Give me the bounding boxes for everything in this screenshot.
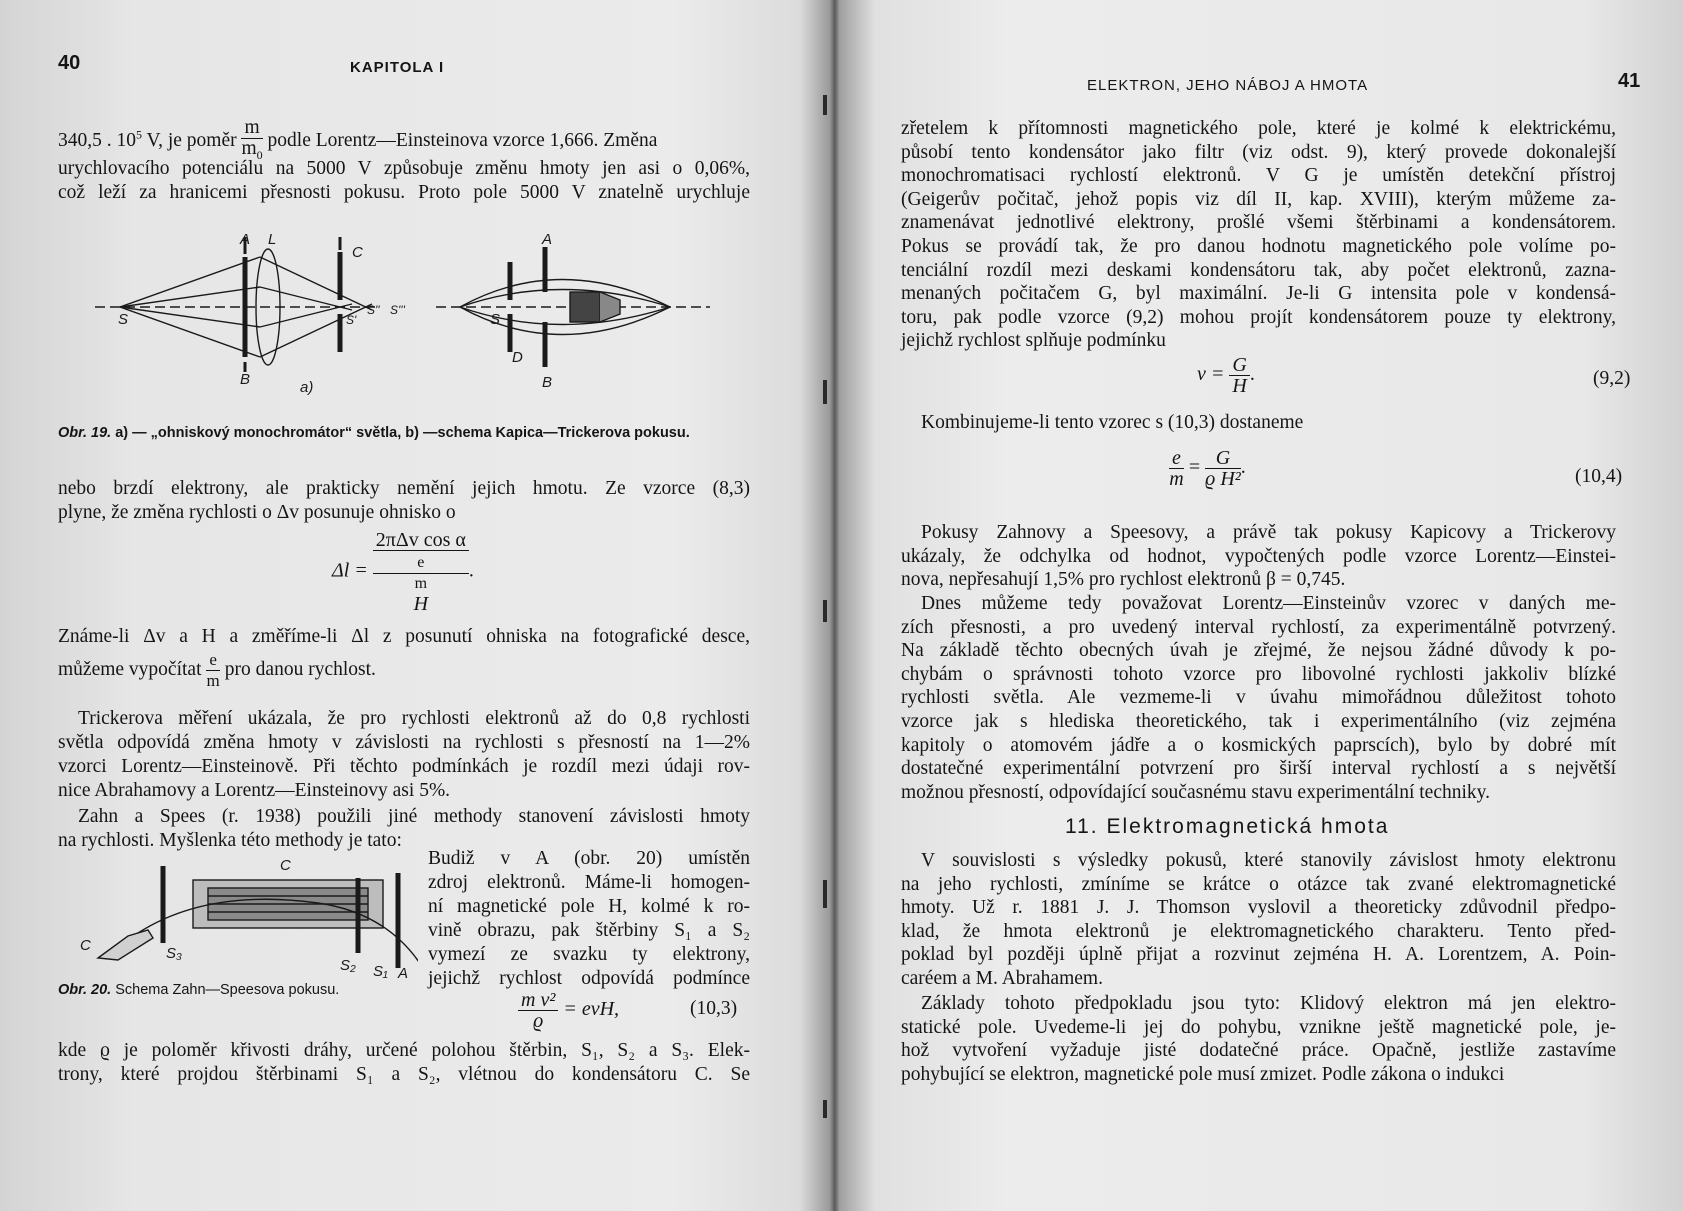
text-line: chybám o správnosti tohoto vzorce pro libovolné rychlosti jakkoliv blízké: [901, 663, 1616, 685]
figure-label: S'': [367, 303, 380, 317]
text-line: ní magnetické pole H, kolmé k ro-: [428, 896, 750, 917]
text-line: 340,5 . $10^5$ V, je poměr $\frac{m}{m_0}$ podle Lorentz—Einsteinova vzorce 1,666. Změna: [58, 118, 657, 165]
text-line: hmoty. Už r. 1881 J. J. Thomson vyslovil a theoreticky zdůvodnil předpo-: [901, 897, 1616, 919]
figure-label: B: [240, 371, 251, 388]
text-line: nice Abrahamovy a Lorentz—Einsteinovy asi 5%.: [58, 780, 451, 801]
text-line: trony, které projdou štěrbinami S₁ a S₂, vlétnou do kondensátoru C. Se: [58, 1064, 750, 1085]
figure-label: S₂: [340, 957, 356, 974]
text-line: vzorci Lorentz—Einsteinově. Při těchto podmínkách je rozdíl mezi údaji rov-: [58, 756, 750, 777]
text-line: statické pole. Uvedeme-li jej do pohybu, vznikne ještě magnetické pole, je-: [901, 1016, 1616, 1038]
text-line: Trickerova měření ukázala, že pro rychlosti elektronů až do 0,8 rychlosti: [78, 708, 750, 729]
right-page: [833, 0, 1683, 1211]
text-line: Zahn a Spees (r. 1938) použili jiné methody stanovení závislosti hmoty: [78, 806, 750, 827]
equation-10-3: $\frac{\text{m v²}}{ϱ}$ = evH,: [518, 990, 619, 1031]
text-line: jejichž rychlost odpovídá podmínce: [428, 968, 750, 989]
text-line: V souvislosti s výsledky pokusů, které stanovily závislost hmoty elektronu: [921, 850, 1616, 871]
text-line: vzorce jak s hlediska theoretického, tak i experimentálního (viz zejména: [901, 711, 1616, 732]
text-line: Pokusy Zahnovy a Speesovy, a právě tak pokusy Kapicovy a Trickerovy: [921, 522, 1616, 543]
text-line: urychlovacího potenciálu na 5000 V způsobuje změnu hmoty jen asi o 0,06%,: [58, 158, 750, 179]
page-number: 40: [58, 52, 81, 74]
text-line: nova, nepřesahují 1,5% pro rychlost elektronů β = 0,745.: [901, 569, 1346, 591]
figure-label: a): [300, 379, 314, 396]
text-line: Dnes můžeme tedy považovat Lorentz—Einsteinův vzorec v daných me-: [921, 593, 1616, 614]
text-line: toru, pak podle vzorce (9,2) mohou projít kondensátorem pouze ty elektrony,: [901, 306, 1616, 328]
figure-label: S₁: [373, 963, 388, 980]
text-line: ukázaly, že odchylka od hodnot, vypočtených podle vzorce Lorentz—Einstei-: [901, 545, 1616, 567]
figure-caption: Obr. 19. a) — „ohniskový monochromátor“ světla, b) —schema Kapica—Trickerova pokusu.: [58, 425, 690, 441]
binding-stitch: [823, 380, 827, 404]
figure-label: L: [268, 232, 277, 248]
left-page: [0, 0, 820, 1211]
text-line: Kombinujeme-li tento vzorec s (10,3) dostaneme: [921, 412, 1304, 433]
text-line: Známe-li Δv a H a změříme-li Δl z posunutí ohniska na fotografické desce,: [58, 626, 750, 647]
figure-20-diagram: [58, 858, 418, 983]
figure-19-diagram: [90, 232, 730, 412]
text-line: tenciální rozdíl mezi deskami kondensátoru tak, aby počet elektronů, zazna-: [901, 259, 1616, 281]
figure-label: C: [280, 858, 291, 874]
text-line: nebo brzdí elektrony, ale prakticky nemění jejich hmotu. Ze vzorce (8,3): [58, 478, 750, 499]
figure-label: A: [398, 965, 409, 982]
text-line: monochromatisaci rychlostí elektronů. V G je umístěn detekční přístroj: [901, 165, 1616, 187]
text-line: Na základě těchto obecných úvah je zřejmé, že nejsou žádné důvody k po-: [901, 640, 1616, 662]
text-line: kde ϱ je poloměr křivosti dráhy, určené polohou štěrbin, S₁, S₂ a S₃. Elek-: [58, 1040, 750, 1061]
binding-stitch: [823, 95, 827, 115]
figure-label: C: [352, 244, 363, 261]
ray: [120, 307, 260, 327]
text-line: vymezí ze svazku ty elektrony,: [428, 944, 750, 965]
text-line: zích přesnosti, a pro uvedený interval rychlostí, za experimentálně potvrzený.: [901, 616, 1616, 638]
text-line: můžeme vypočítat $\frac{e}{m}$ pro danou rychlost.: [58, 650, 376, 690]
text-line: jejichž rychlost splňuje podmínku: [901, 330, 1166, 352]
text-line: znamenávat jednotlivé elektrony, prošlé všemi štěrbinami a kondensátorem.: [901, 212, 1616, 234]
text-line: rychlosti světla. Ale vezmeme-li v úvahu mimořádnou důležitost tohoto: [901, 687, 1616, 709]
binding-stitch: [823, 880, 827, 908]
equation-delta-l: Δl = 2πΔv cos α e m H .: [332, 529, 474, 615]
figure-caption: Obr. 20. Schema Zahn—Speesova pokusu.: [58, 982, 340, 998]
text-line: caréem a M. Abrahamem.: [901, 968, 1103, 989]
figure-label: D: [512, 349, 523, 366]
ray: [120, 287, 260, 307]
equation-number: (10,3): [690, 998, 738, 1019]
text-line: možnou přesností, odpovídající současnému stavu experimentální techniky.: [901, 781, 1491, 803]
ratio-fraction: $\frac{m}{m_0}$: [241, 117, 263, 162]
text-line: klad, že hmota elektronů je elektromagnetického charakteru. Tento před-: [901, 920, 1616, 942]
text-line: zřetelem k přítomnosti magnetického pole, které je kolmé k elektrickému,: [901, 118, 1616, 139]
text-line: Pokus se provádí tak, že pro danou hodnotu magnetického pole volíme po-: [901, 236, 1616, 257]
electron-path: [460, 280, 670, 308]
figure-label: S''': [390, 303, 405, 317]
figure-label: C: [80, 937, 91, 954]
figure-label: S: [490, 311, 501, 328]
text-line: (Geigerův počitač, jehož popis viz díl II, kap. XVIII), kterým můžeme za-: [901, 188, 1616, 210]
target-block: [570, 292, 600, 322]
text-line: hož vytvoření vyžaduje jisté dodatečné práce. Opačně, jestliže zastavíme: [901, 1040, 1616, 1062]
binding-stitch: [823, 600, 827, 622]
text-line: kapitoly o atomovém jádře a o kosmických paprscích), bylo by dobré mít: [901, 734, 1616, 756]
text-line: Budiž v A (obr. 20) umístěn: [428, 848, 750, 869]
figure-label: S: [118, 311, 129, 328]
text-line: pohybující se elektron, magnetické pole musí zmizet. Podle zákona o indukci: [901, 1063, 1505, 1085]
text-line: vině obrazu, pak štěrbiny S₁ a S₂: [428, 920, 750, 941]
figure-label: S₃: [166, 945, 182, 962]
equation-number: (9,2): [1593, 368, 1631, 389]
figure-label: A: [240, 232, 251, 248]
figure-label: S': [346, 313, 357, 327]
text-line: působí tento kondensátor jako filtr (viz odst. 9), který provede dokonalejší: [901, 141, 1616, 163]
equation-number: (10,4): [1575, 466, 1623, 487]
text-line: světla odpovídá změna hmoty v závislosti na rychlosti s přesností na 1—2%: [58, 732, 750, 753]
detector-counter: [98, 930, 153, 960]
text-line: dostatečné experimentální potvrzení pro širší interval rychlostí a s největší: [901, 758, 1616, 780]
text-line: Základy tohoto předpokladu jsou tyto: Klidový elektron má jen elektro-: [921, 993, 1616, 1014]
text-line: což leží za hranicemi přesnosti pokusu. Proto pole 5000 V znatelně urychluje: [58, 182, 750, 203]
ray: [120, 307, 260, 357]
page-number: 41: [1618, 70, 1641, 92]
binding-stitch: [823, 1100, 827, 1118]
text-line: menaných počitačem G, byl maximální. Je-li G intensita pole v kondensá-: [901, 283, 1616, 305]
figure-label: B: [542, 374, 553, 391]
equation-10-4: $\frac{e}{m}$ = $\frac{G}{\text{ϱ H²}}$ .: [1169, 447, 1246, 490]
section-heading: 11. Elektromagnetická hmota: [1065, 815, 1390, 838]
running-header: KAPITOLA I: [350, 59, 445, 76]
text-line: na rychlosti. Myšlenka této methody je tato:: [58, 830, 402, 851]
text-line: na jeho rychlosti, zmíníme se krátce o otázce tak zvané elektromagnetické: [901, 873, 1616, 895]
figure-label: A: [542, 232, 553, 248]
running-header: ELEKTRON, JEHO NÁBOJ A HMOTA: [1087, 77, 1369, 94]
text-line: poklad byl později úplně přijat a rozvinut zejména H. A. Lorentzem, A. Poin-: [901, 944, 1616, 966]
equation-9-2: v = $\frac{G}{H}$ .: [1197, 354, 1255, 397]
text-line: zdroj elektronů. Máme-li homogen-: [428, 872, 750, 893]
ray: [120, 257, 260, 307]
text-line: plyne, že změna rychlosti o Δv posunuje ohnisko o: [58, 502, 456, 523]
